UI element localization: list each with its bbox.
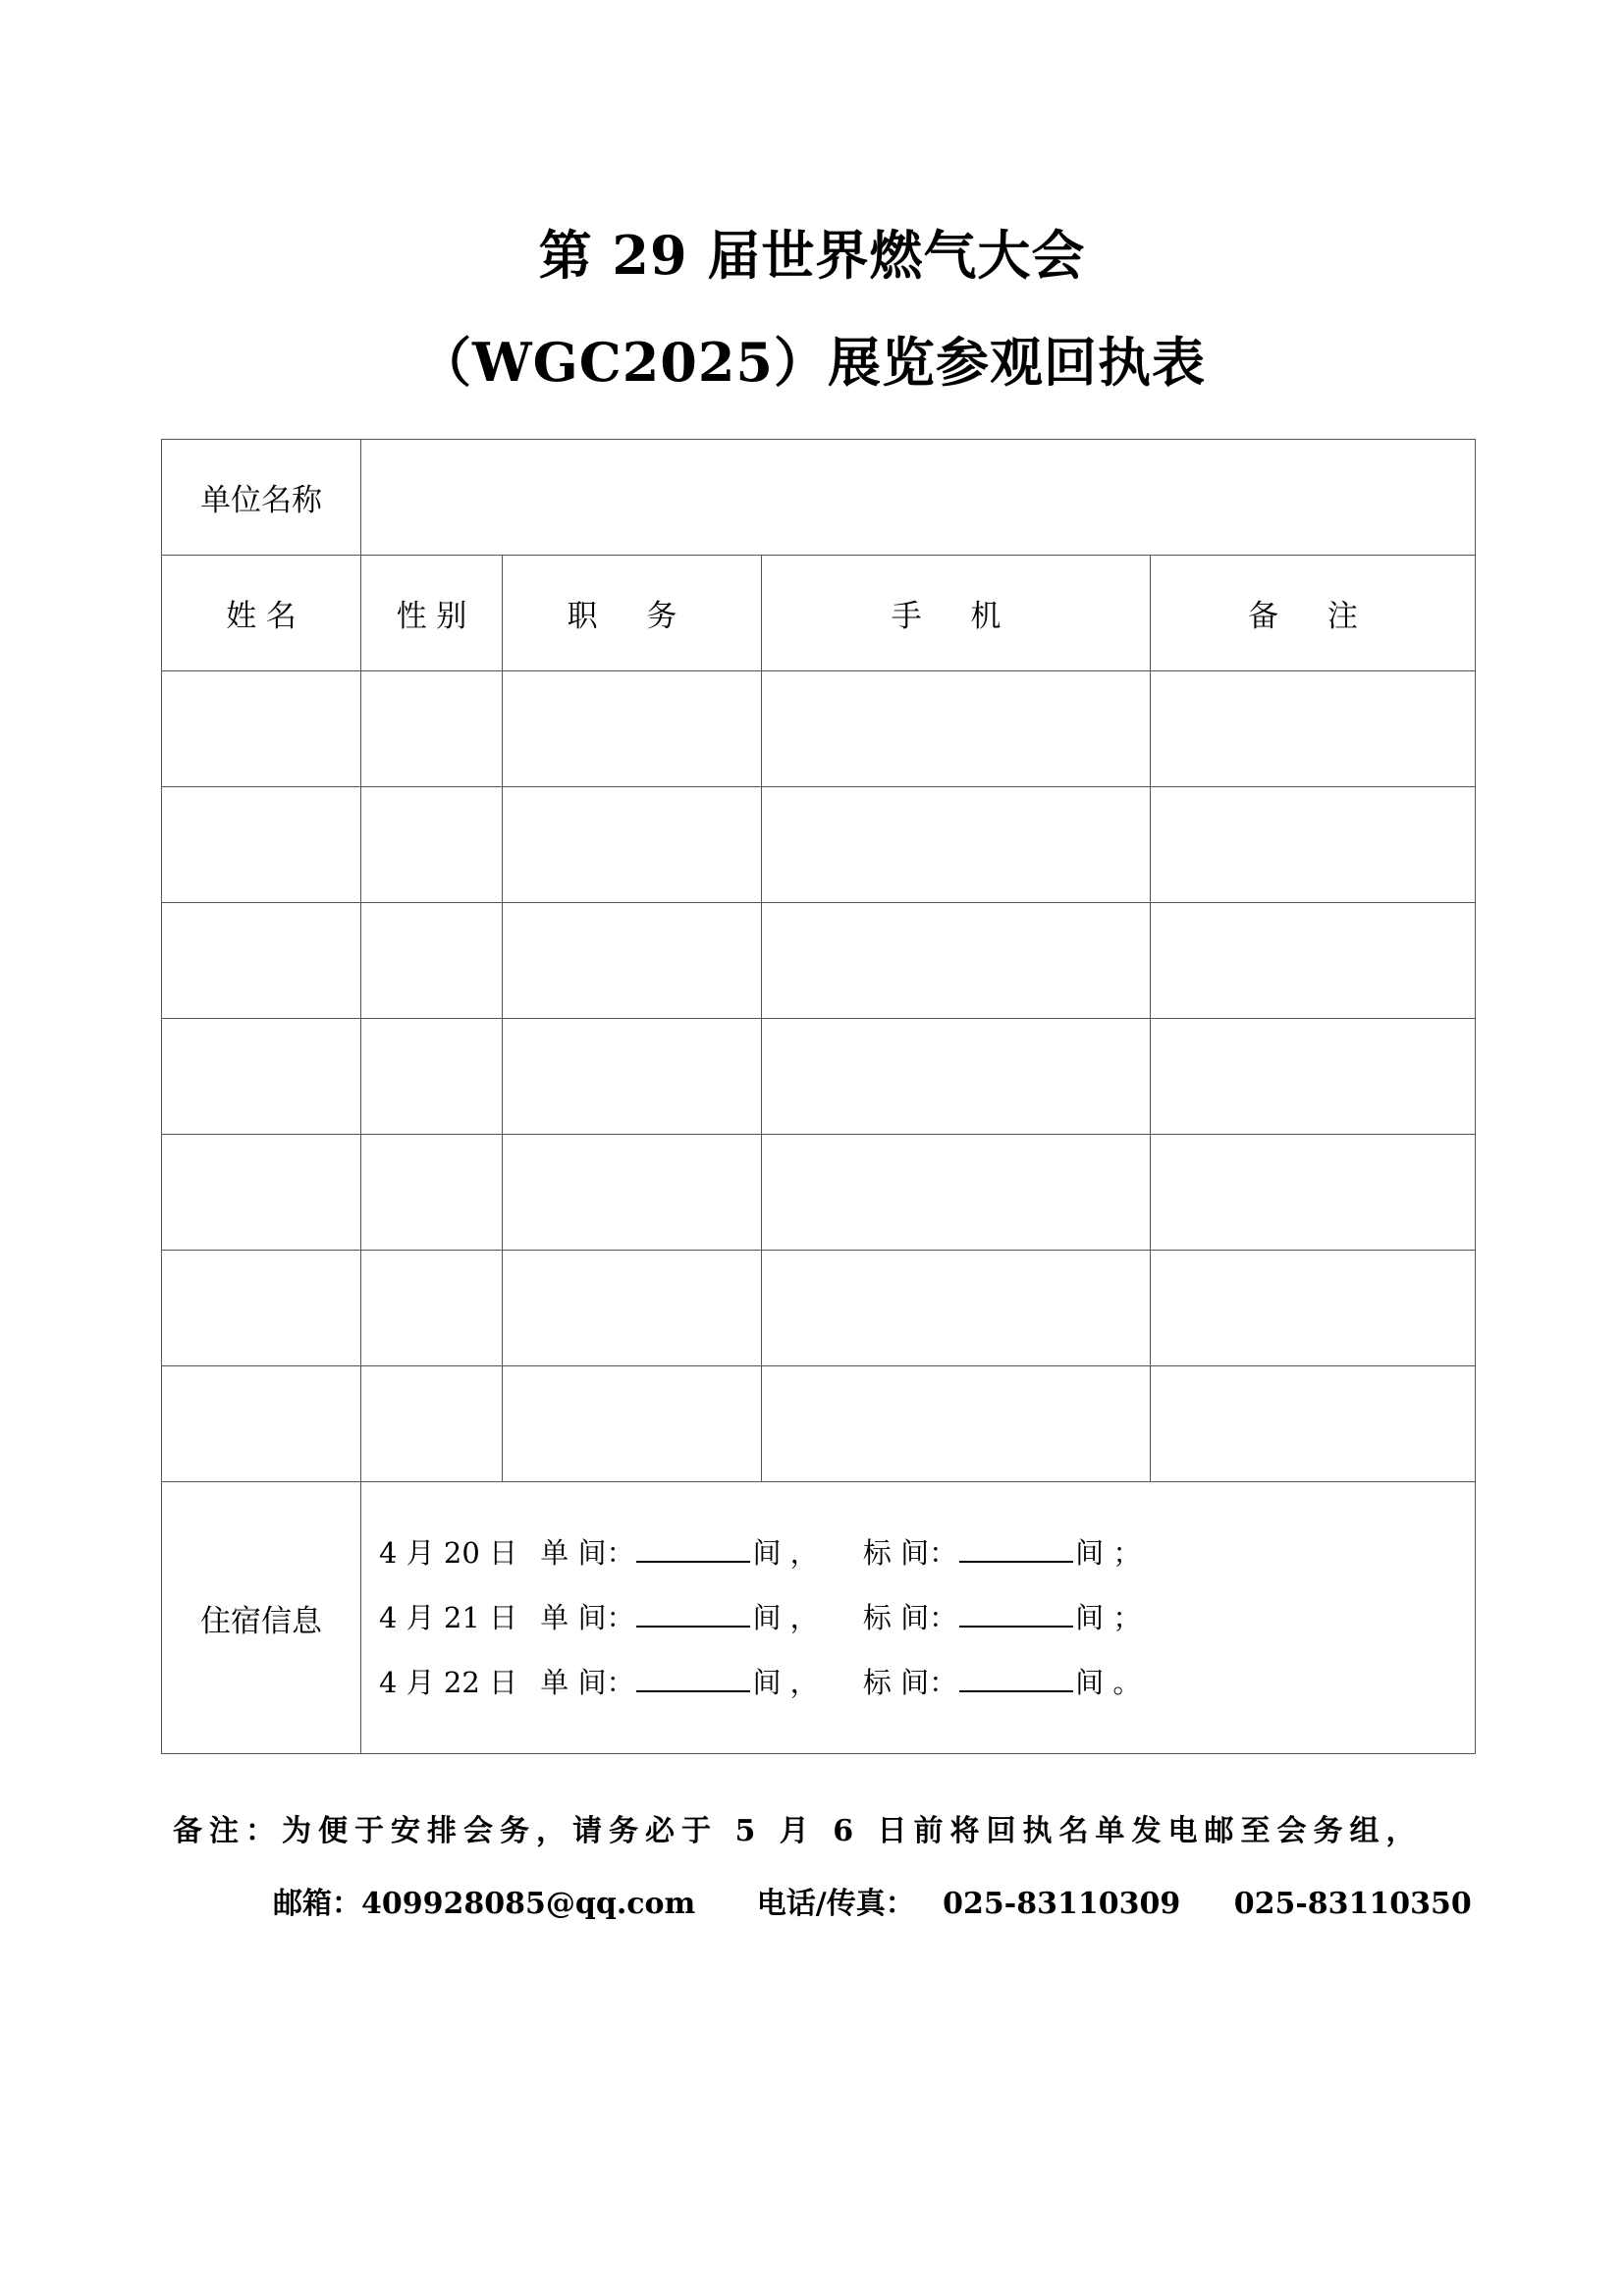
name-cell[interactable] bbox=[162, 787, 361, 903]
mobile-cell[interactable] bbox=[762, 903, 1151, 1019]
contact-phone-label: 电话/传真： bbox=[756, 1887, 915, 1921]
standard-room-label: 标 间： bbox=[862, 1601, 958, 1634]
contact-phone-1: 025-83110309 bbox=[943, 1887, 1181, 1921]
remarks-note: 备注：为便于安排会务，请务必于 5 月 6 日前将回执名单发电邮至会务组， bbox=[173, 1814, 1423, 1848]
header-mobile: 手 机 bbox=[762, 556, 1151, 671]
mobile-cell[interactable] bbox=[762, 671, 1151, 787]
position-cell[interactable] bbox=[503, 1251, 762, 1366]
contact-email: 邮箱：409928085@qq.com bbox=[273, 1887, 696, 1921]
table-row bbox=[162, 903, 1476, 1019]
header-position: 职 务 bbox=[503, 556, 762, 671]
mobile-cell[interactable] bbox=[762, 1366, 1151, 1482]
remarks-cell[interactable] bbox=[1151, 1019, 1476, 1135]
name-cell[interactable] bbox=[162, 1019, 361, 1135]
table-row bbox=[162, 1019, 1476, 1135]
mobile-cell[interactable] bbox=[762, 1135, 1151, 1251]
name-cell[interactable] bbox=[162, 1366, 361, 1482]
table-row bbox=[162, 1251, 1476, 1366]
name-cell[interactable] bbox=[162, 671, 361, 787]
name-cell[interactable] bbox=[162, 1135, 361, 1251]
mobile-cell[interactable] bbox=[762, 1251, 1151, 1366]
gender-cell[interactable] bbox=[361, 1366, 503, 1482]
remarks-cell[interactable] bbox=[1151, 671, 1476, 787]
lodging-label: 住宿信息 bbox=[162, 1482, 361, 1754]
room-unit: 间 ， bbox=[752, 1536, 819, 1570]
position-cell[interactable] bbox=[503, 1135, 762, 1251]
position-cell[interactable] bbox=[503, 1366, 762, 1482]
gender-cell[interactable] bbox=[361, 787, 503, 903]
name-cell[interactable] bbox=[162, 903, 361, 1019]
room-unit: 间 。 bbox=[1075, 1666, 1142, 1699]
single-room-blank[interactable] bbox=[636, 1600, 750, 1628]
page-title: 第 29 届世界燃气大会 bbox=[538, 224, 1086, 287]
standard-room-label: 标 间： bbox=[862, 1536, 958, 1570]
position-cell[interactable] bbox=[503, 903, 762, 1019]
room-unit: 间 ， bbox=[752, 1601, 819, 1634]
single-room-label: 单 间： bbox=[540, 1666, 635, 1699]
room-unit: 间 ； bbox=[1075, 1601, 1142, 1634]
unit-name-label: 单位名称 bbox=[162, 440, 361, 556]
gender-cell[interactable] bbox=[361, 671, 503, 787]
position-cell[interactable] bbox=[503, 671, 762, 787]
page-subtitle: （WGC2025）展览参观回执表 bbox=[417, 331, 1207, 394]
remarks-cell[interactable] bbox=[1151, 787, 1476, 903]
header-gender: 性 别 bbox=[361, 556, 503, 671]
remarks-cell[interactable] bbox=[1151, 1135, 1476, 1251]
table-row bbox=[162, 1135, 1476, 1251]
standard-room-blank[interactable] bbox=[959, 1665, 1073, 1692]
single-room-blank[interactable] bbox=[636, 1535, 750, 1563]
gender-cell[interactable] bbox=[361, 1251, 503, 1366]
unit-name-field[interactable] bbox=[361, 440, 1476, 556]
single-room-label: 单 间： bbox=[540, 1536, 635, 1570]
mobile-cell[interactable] bbox=[762, 787, 1151, 903]
name-cell[interactable] bbox=[162, 1251, 361, 1366]
gender-cell[interactable] bbox=[361, 903, 503, 1019]
standard-room-blank[interactable] bbox=[959, 1600, 1073, 1628]
lodging-line-1 bbox=[379, 1585, 1475, 1650]
remarks-cell[interactable] bbox=[1151, 903, 1476, 1019]
lodging-row bbox=[162, 1482, 1476, 1754]
single-room-label: 单 间： bbox=[540, 1601, 635, 1634]
lodging-details bbox=[361, 1482, 1476, 1754]
room-unit: 间 ， bbox=[752, 1666, 819, 1699]
single-room-blank[interactable] bbox=[636, 1665, 750, 1692]
gender-cell[interactable] bbox=[361, 1135, 503, 1251]
reply-form-table bbox=[161, 439, 1476, 1754]
contact-phone-2: 025-83110350 bbox=[1233, 1887, 1472, 1921]
table-row bbox=[162, 787, 1476, 903]
table-row bbox=[162, 1366, 1476, 1482]
lodging-date: 4 月 20 日 bbox=[379, 1536, 518, 1570]
header-name: 姓 名 bbox=[162, 556, 361, 671]
lodging-date: 4 月 22 日 bbox=[379, 1666, 518, 1699]
gender-cell[interactable] bbox=[361, 1019, 503, 1135]
position-cell[interactable] bbox=[503, 787, 762, 903]
contact-info bbox=[273, 1879, 1472, 1922]
table-row bbox=[162, 671, 1476, 787]
header-remarks: 备 注 bbox=[1151, 556, 1476, 671]
mobile-cell[interactable] bbox=[762, 1019, 1151, 1135]
remarks-cell[interactable] bbox=[1151, 1251, 1476, 1366]
lodging-line-0 bbox=[379, 1521, 1475, 1585]
standard-room-label: 标 间： bbox=[862, 1666, 958, 1699]
position-cell[interactable] bbox=[503, 1019, 762, 1135]
lodging-date: 4 月 21 日 bbox=[379, 1601, 518, 1634]
header-row bbox=[162, 556, 1476, 671]
standard-room-blank[interactable] bbox=[959, 1535, 1073, 1563]
lodging-line-2 bbox=[379, 1650, 1475, 1715]
room-unit: 间 ； bbox=[1075, 1536, 1142, 1570]
unit-row bbox=[162, 440, 1476, 556]
remarks-cell[interactable] bbox=[1151, 1366, 1476, 1482]
